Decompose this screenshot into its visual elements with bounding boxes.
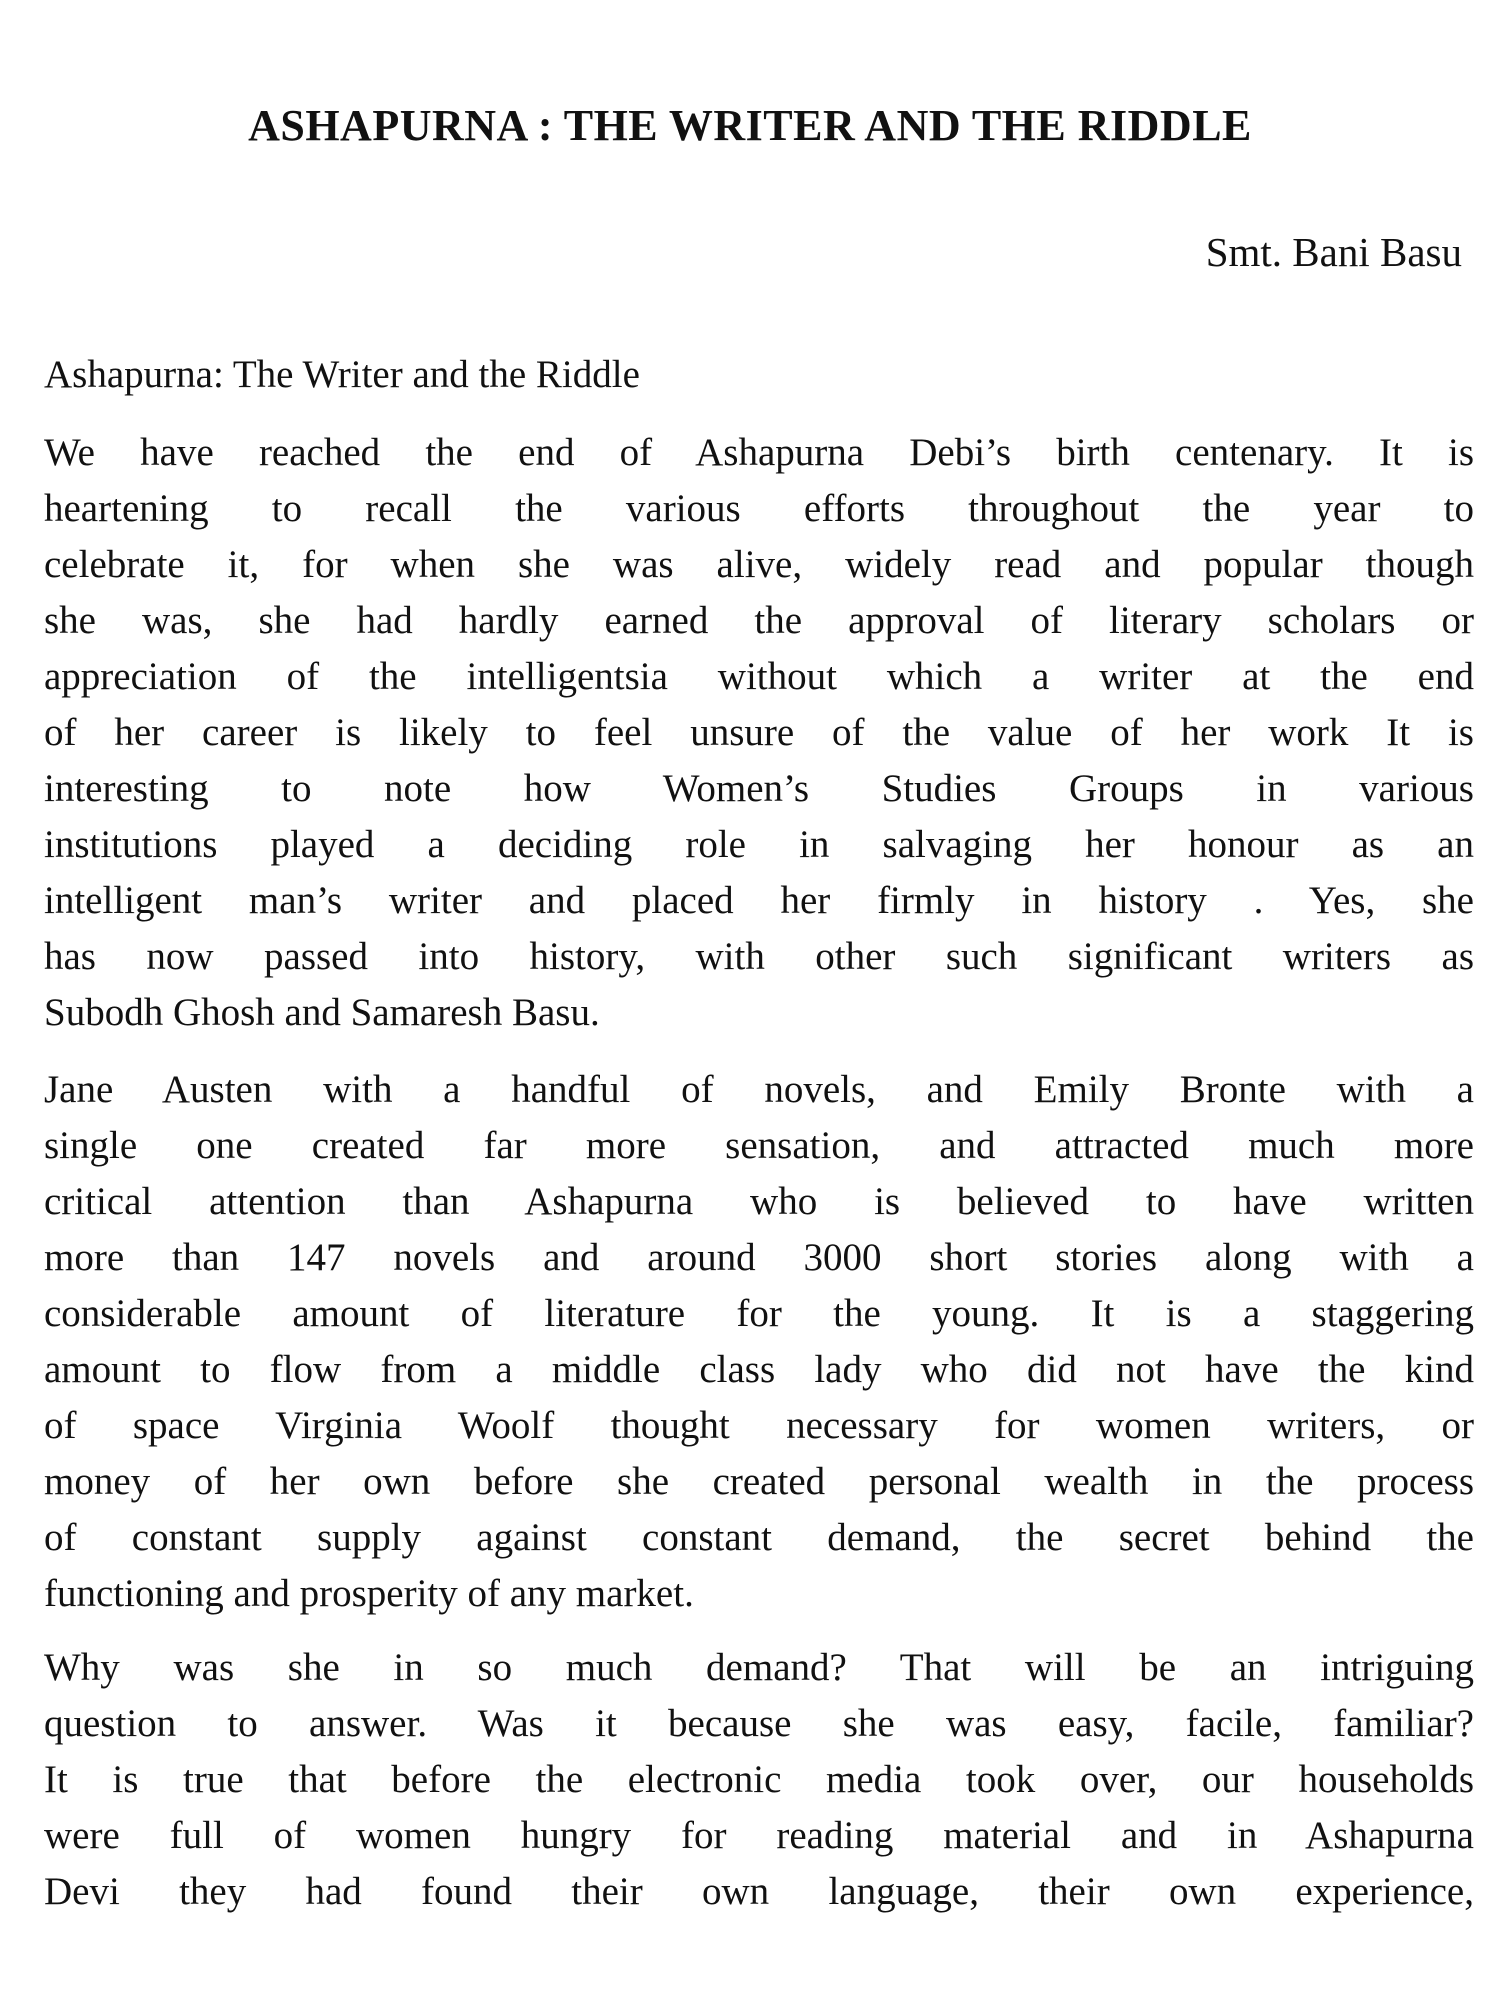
- text-line: intelligent man’s writer and placed her firmly in history . Yes, she: [44, 879, 1474, 922]
- text-line: heartening to recall the various efforts throughout the year to: [44, 487, 1474, 530]
- text-line: she was, she had hardly earned the approval of literary scholars or: [44, 599, 1474, 642]
- text-line: question to answer. Was it because she was easy, facile, familiar?: [44, 1702, 1474, 1745]
- text-line: critical attention than Ashapurna who is believed to have written: [44, 1180, 1474, 1223]
- article-title: ASHAPURNA : THE WRITER AND THE RIDDLE: [248, 101, 1252, 150]
- author-name: Smt. Bani Basu: [1205, 229, 1462, 275]
- paragraph-3: [44, 1640, 1474, 1920]
- text-line: Subodh Ghosh and Samaresh Basu.: [44, 991, 600, 1034]
- text-line: money of her own before she created personal wealth in the process: [44, 1460, 1474, 1503]
- text-line: Why was she in so much demand? That will be an intriguing: [44, 1646, 1474, 1689]
- text-line: Devi they had found their own language, their own experience,: [44, 1870, 1474, 1913]
- text-line: single one created far more sensation, and attracted much more: [44, 1124, 1474, 1167]
- article-subheading: Ashapurna: The Writer and the Riddle: [44, 353, 640, 396]
- text-line: We have reached the end of Ashapurna Debi’s birth centenary. It is: [44, 431, 1474, 474]
- text-line: more than 147 novels and around 3000 short stories along with a: [44, 1236, 1474, 1279]
- text-line: interesting to note how Women’s Studies Groups in various: [44, 767, 1474, 810]
- text-line: of her career is likely to feel unsure of the value of her work It is: [44, 711, 1474, 754]
- text-line: Jane Austen with a handful of novels, and Emily Bronte with a: [44, 1068, 1474, 1111]
- paragraph-2: [44, 1062, 1474, 1622]
- text-line: appreciation of the intelligentsia without which a writer at the end: [44, 655, 1474, 698]
- text-line: of space Virginia Woolf thought necessary for women writers, or: [44, 1404, 1474, 1447]
- text-line: has now passed into history, with other such significant writers as: [44, 935, 1474, 978]
- text-line: It is true that before the electronic media took over, our households: [44, 1758, 1474, 1801]
- text-line: functioning and prosperity of any market.: [44, 1572, 694, 1615]
- text-line: were full of women hungry for reading material and in Ashapurna: [44, 1814, 1474, 1857]
- text-line: celebrate it, for when she was alive, widely read and popular though: [44, 543, 1474, 586]
- text-line: considerable amount of literature for the young. It is a staggering: [44, 1292, 1474, 1335]
- text-line: of constant supply against constant demand, the secret behind the: [44, 1516, 1474, 1559]
- paragraph-1: [44, 425, 1474, 1041]
- text-line: amount to flow from a middle class lady who did not have the kind: [44, 1348, 1474, 1391]
- text-line: institutions played a deciding role in salvaging her honour as an: [44, 823, 1474, 866]
